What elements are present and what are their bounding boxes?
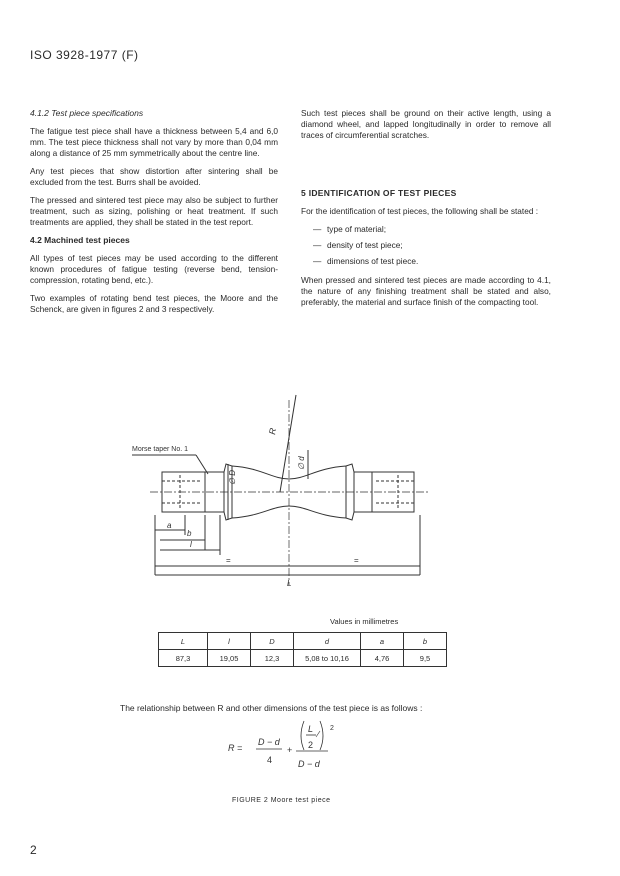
heading-4-2: 4.2 Machined test pieces: [30, 235, 130, 245]
heading-5: 5 IDENTIFICATION OF TEST PIECES: [301, 188, 457, 198]
list-item: — dimensions of test piece.: [313, 256, 419, 266]
paragraph: When pressed and sintered test pieces are made according to 4.1, the nature of any finishing treatment shall be stated and also, preferably, the material and surface finish of the compacting tool.: [301, 275, 551, 307]
paragraph: Any test pieces that show distortion after sintering shall be excluded from the test. Burrs shall be avoided.: [30, 166, 278, 187]
paragraph: All types of test pieces may be used according to the different known procedures of fatigue testing (reverse bend, tension-compression, rotating bend, etc.).: [30, 253, 278, 285]
dim-b: b: [187, 529, 192, 538]
dim-L: L: [287, 579, 292, 588]
list-item: — type of material;: [313, 224, 387, 234]
table-header-row: [159, 633, 447, 650]
right-column: [301, 108, 551, 315]
dimensions-table: [158, 632, 447, 667]
formula-plus: +: [287, 745, 293, 755]
formula-L: L: [308, 724, 314, 734]
dim-equal-left: =: [226, 556, 231, 565]
dim-l: l: [190, 540, 192, 549]
table-header: a: [361, 633, 404, 650]
table-cell: 5,08 to 10,16: [294, 650, 361, 667]
figure-caption: FIGURE 2 Moore test piece: [232, 797, 331, 804]
formula-den2: D − d: [298, 759, 320, 769]
formula-square: 2: [330, 725, 334, 732]
table-cell: 4,76: [361, 650, 404, 667]
dim-equal-right: =: [354, 556, 359, 565]
table-row: [159, 650, 447, 667]
moore-test-piece-drawing: [0, 380, 620, 610]
paragraph: For the identification of test pieces, the following shall be stated :: [301, 206, 539, 216]
units-note: Values in millimetres: [330, 617, 399, 626]
dim-a: a: [167, 521, 172, 530]
dim-d: ∅ d: [297, 456, 306, 470]
table-cell: 12,3: [251, 650, 294, 667]
formula-lhs: R =: [228, 743, 243, 753]
table-header: L: [159, 633, 208, 650]
formula-den1: 4: [267, 755, 273, 765]
document-id: ISO 3928-1977 (F): [30, 48, 139, 62]
page-number: 2: [30, 843, 37, 857]
formula-num1: D − d: [258, 737, 280, 747]
radius-formula: [220, 718, 360, 778]
table-cell: 9,5: [404, 650, 447, 667]
table-header: b: [404, 633, 447, 650]
table-cell: 87,3: [159, 650, 208, 667]
relationship-text: The relationship between R and other dimensions of the test piece is as follows :: [120, 703, 423, 713]
table-header: D: [251, 633, 294, 650]
dim-R: R: [267, 427, 279, 436]
paragraph: Two examples of rotating bend test pieces, the Moore and the Schenck, are given in figures 2 and 3 respectively.: [30, 293, 278, 314]
left-column: [30, 108, 278, 322]
table-header: l: [208, 633, 251, 650]
paragraph: The fatigue test piece shall have a thickness between 5,4 and 6,0 mm. The test piece thickness shall not vary by more than 0,04 mm along a distance of 25 mm symmetrically about the centre line.: [30, 126, 278, 158]
list-item: — density of test piece;: [313, 240, 403, 250]
heading-4-1-2: 4.1.2 Test piece specifications: [30, 108, 144, 118]
morse-taper-label: Morse taper No. 1: [132, 446, 189, 453]
paragraph: The pressed and sintered test piece may also be subject to further treatment, such as sizing, polishing or heat treatment. If such treatments are applied, they shall be stated in the test report.: [30, 195, 278, 227]
paragraph: Such test pieces shall be ground on their active length, using a diamond wheel, and lapped longitudinally in order to remove all traces of circumferential scratches.: [301, 108, 551, 140]
table-header: d: [294, 633, 361, 650]
dim-D: ∅ D: [228, 470, 237, 485]
table-cell: 19,05: [208, 650, 251, 667]
formula-two: 2: [308, 740, 314, 750]
